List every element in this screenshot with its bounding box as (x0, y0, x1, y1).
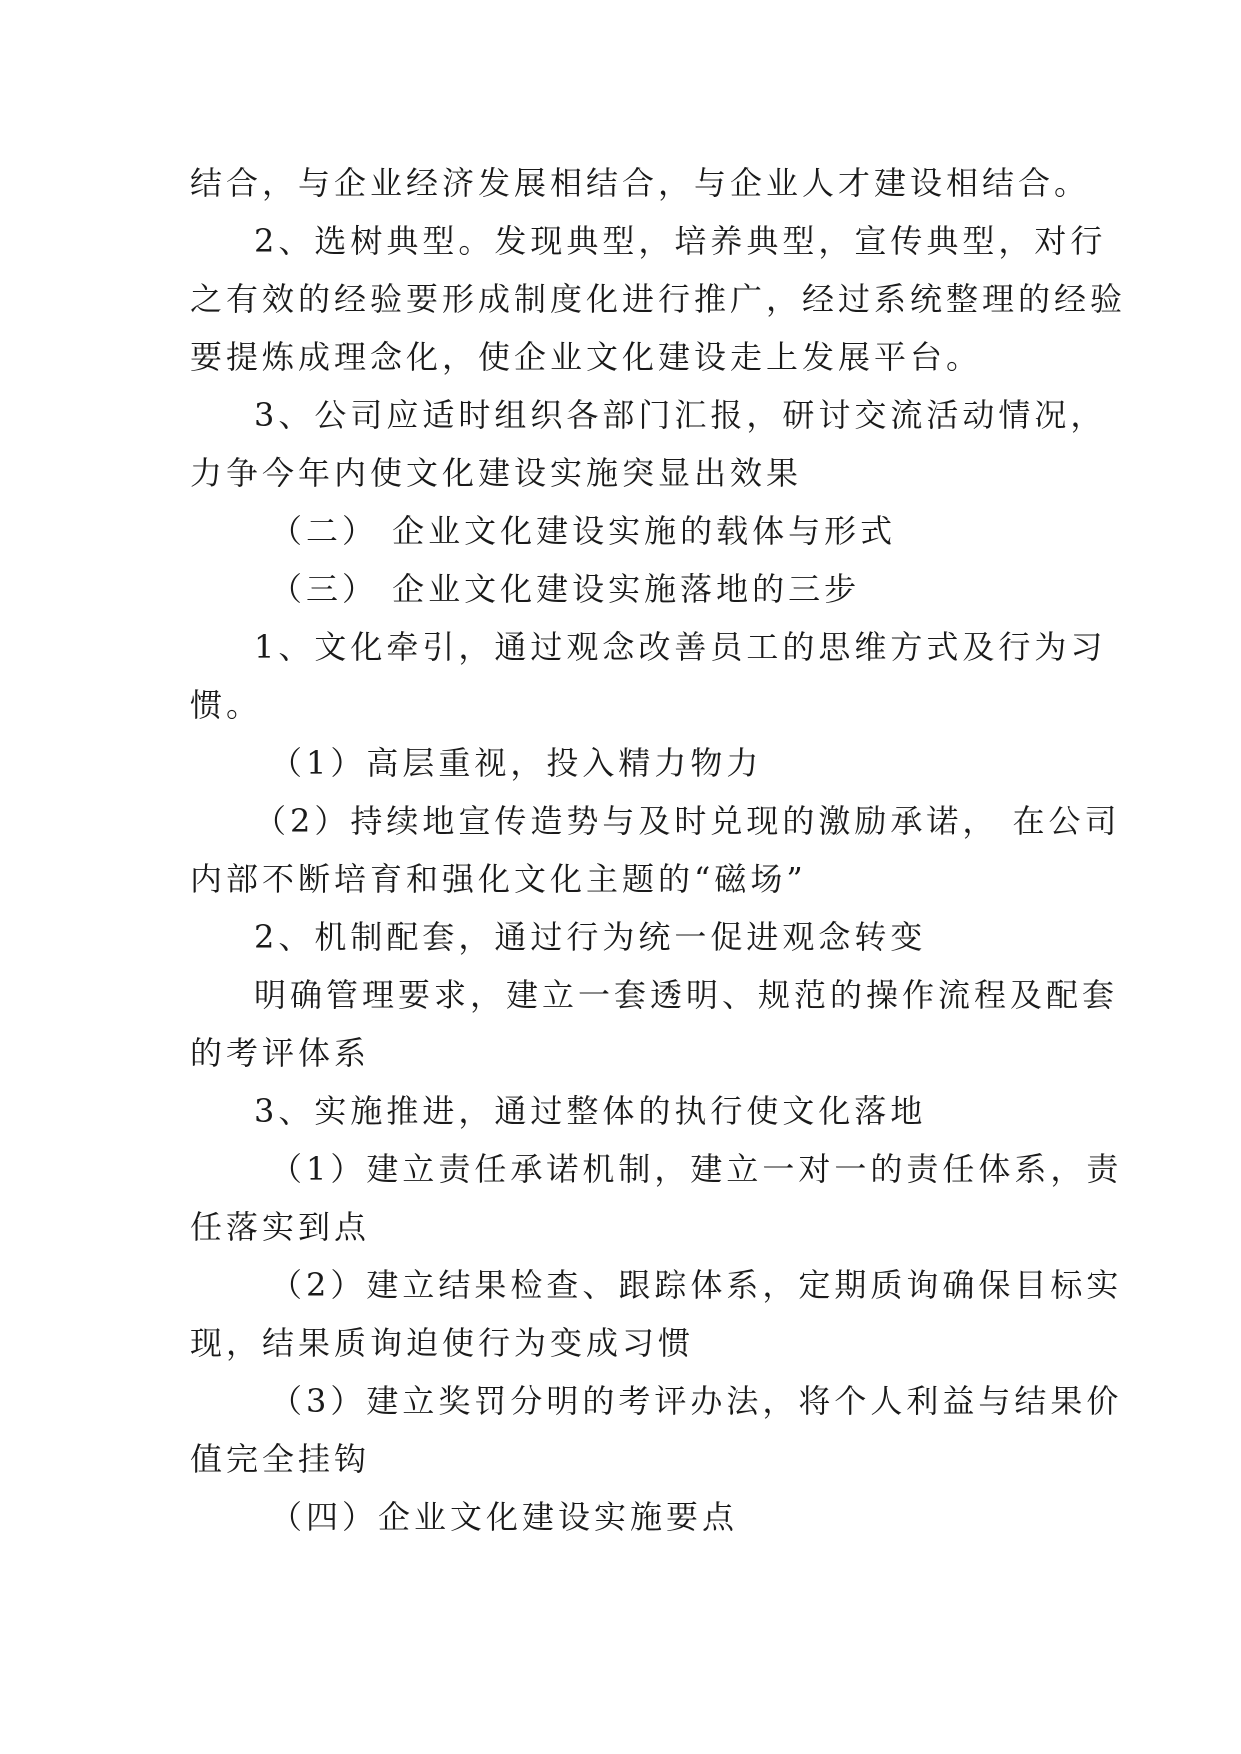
text-line: 惯。 (190, 686, 263, 724)
section-heading: （四）企业文化建设实施要点 (270, 1498, 739, 1536)
text-line: （1）高层重视，投入精力物力 (270, 744, 763, 782)
document-body (190, 154, 1127, 1546)
text-line: （2）持续地宣传造势与及时兑现的激励承诺， 在公司 (254, 802, 1121, 840)
text-line: 值完全挂钩 (190, 1440, 371, 1478)
text-line: （1）建立责任承诺机制，建立一对一的责任体系，责 (270, 1150, 1123, 1188)
text-line: 3、实施推进，通过整体的执行使文化落地 (254, 1092, 927, 1130)
section-heading: （三） 企业文化建设实施落地的三步 (270, 570, 861, 608)
text-line: 任落实到点 (190, 1208, 371, 1246)
text-line: 2、选树典型。发现典型，培养典型，宣传典型，对行 (254, 222, 1107, 260)
section-heading: （二） 企业文化建设实施的载体与形式 (270, 512, 897, 550)
text-line: 之有效的经验要形成制度化进行推广，经过系统整理的经验 (190, 280, 1127, 318)
text-line: 要提炼成理念化，使企业文化建设走上发展平台。 (190, 338, 983, 376)
text-line: 内部不断培育和强化文化主题的“磁场” (190, 860, 807, 898)
text-line: （2）建立结果检查、跟踪体系，定期质询确保目标实 (270, 1266, 1123, 1304)
text-line: 2、机制配套，通过行为统一促进观念转变 (254, 918, 927, 956)
text-line: 明确管理要求，建立一套透明、规范的操作流程及配套 (254, 976, 1119, 1014)
text-line: 的考评体系 (190, 1034, 371, 1072)
text-line: （3）建立奖罚分明的考评办法，将个人利益与结果价 (270, 1382, 1123, 1420)
text-line: 力争今年内使文化建设实施突显出效果 (190, 454, 803, 492)
text-line: 1、文化牵引，通过观念改善员工的思维方式及行为习 (254, 628, 1107, 666)
text-line: 结合，与企业经济发展相结合，与企业人才建设相结合。 (190, 164, 1091, 202)
text-line: 现，结果质询迫使行为变成习惯 (190, 1324, 695, 1362)
text-line: 3、公司应适时组织各部门汇报，研讨交流活动情况， (254, 396, 1107, 434)
